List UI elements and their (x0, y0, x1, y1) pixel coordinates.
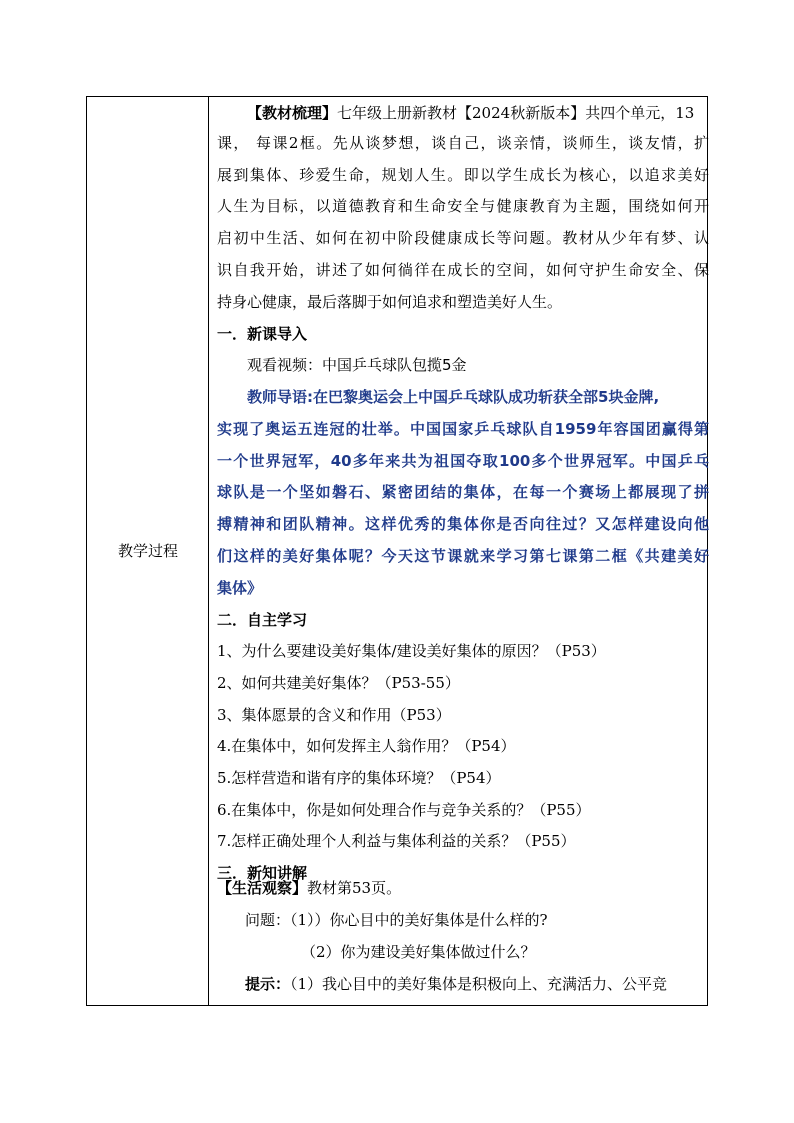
intro-line-2: 课， 每课2框。先从谈梦想，谈自己，谈亲情，谈师生，谈友情，扩 (217, 134, 709, 152)
observation-label: 【生活观察】 (217, 879, 308, 897)
section1-title: 一．新课导入 (217, 325, 308, 343)
content-cell (209, 97, 707, 1005)
intro-line-1 (247, 97, 709, 129)
question-3: 3、集体愿景的含义和作用（P53） (217, 706, 451, 724)
hint-line (245, 968, 709, 1000)
intro-line-4: 人生为目标，以道德教育和生命安全与健康教育为主题，围绕如何开 (217, 197, 709, 215)
row-label-cell (87, 97, 209, 1005)
hint-label: 提示： (245, 975, 291, 993)
question-7: 7.怎样正确处理个人利益与集体利益的关系？（P55） (217, 832, 576, 850)
guide-label: 教师导语: (247, 388, 313, 406)
intro-heading: 【教材梳理】 (247, 104, 338, 122)
question-line-1 (245, 904, 709, 936)
guide-line-1 (247, 381, 709, 413)
question-label: 问题： (245, 911, 291, 929)
section3-title: 三．新知讲解 (217, 864, 308, 882)
observation-line (217, 872, 709, 904)
guide-text-1: 在巴黎奥运会上中国乒乓球队成功斩获全部5块金牌, (313, 388, 660, 406)
question-4: 4.在集体中，如何发挥主人翁作用？（P54） (217, 737, 516, 755)
question-text-1: （1））你心目中的美好集体是什么样的? (290, 911, 548, 929)
guide-line-4: 球队是一个坚如磐石、紧密团结的集体，在每一个赛场上都展现了拼 (217, 483, 709, 501)
intro-line-6: 识自我开始，讲述了如何徜徉在成长的空间，如何守护生命安全、保 (217, 261, 709, 279)
question-2: 2、如何共建美好集体？（P53-55） (217, 674, 460, 692)
question-6: 6.在集体中，你是如何处理合作与竞争关系的？（P55） (217, 801, 591, 819)
lesson-table (86, 96, 708, 1006)
section1-video: 观看视频：中国乒乓球队包揽5金 (247, 356, 467, 374)
guide-line-6: 们这样的美好集体呢？今天这节课就来学习第七课第二框《共建美好 (217, 547, 709, 565)
intro-line-3: 展到集体、珍爱生命，规划人生。即以学生成长为核心，以追求美好 (217, 166, 709, 184)
guide-line-2: 实现了奥运五连冠的壮举。中国国家乒乓球队自1959年容国团赢得第 (217, 420, 709, 438)
guide-line-7: 集体》 (217, 579, 263, 597)
guide-line-3: 一个世界冠军，40多年来共为祖国夺取100多个世界冠军。中国乒乓 (217, 452, 709, 470)
intro-line-5: 启初中生活、如何在初中阶段健康成长等问题。教材从少年有梦、认 (217, 229, 709, 247)
question-5: 5.怎样营造和谐有序的集体环境？（P54） (217, 769, 501, 787)
row-label: 教学过程 (117, 542, 178, 560)
question-1: 1、为什么要建设美好集体/建设美好集体的原因？（P53） (217, 642, 606, 660)
hint-text: （1）我心目中的美好集体是积极向上、充满活力、公平竞 (290, 975, 668, 993)
question-line-2: （2）你为建设美好集体做过什么？ (301, 943, 536, 961)
intro-line-7: 持身心健康，最后落脚于如何追求和塑造美好人生。 (217, 293, 563, 311)
guide-line-5: 搏精神和团队精神。这样优秀的集体你是否向往过？又怎样建设向他 (217, 515, 709, 533)
intro-text-1: 七年级上册新教材【2024秋新版本】共四个单元，13 (337, 104, 695, 122)
observation-text: 教材第53页。 (307, 879, 402, 897)
section2-title: 二．自主学习 (217, 611, 308, 629)
